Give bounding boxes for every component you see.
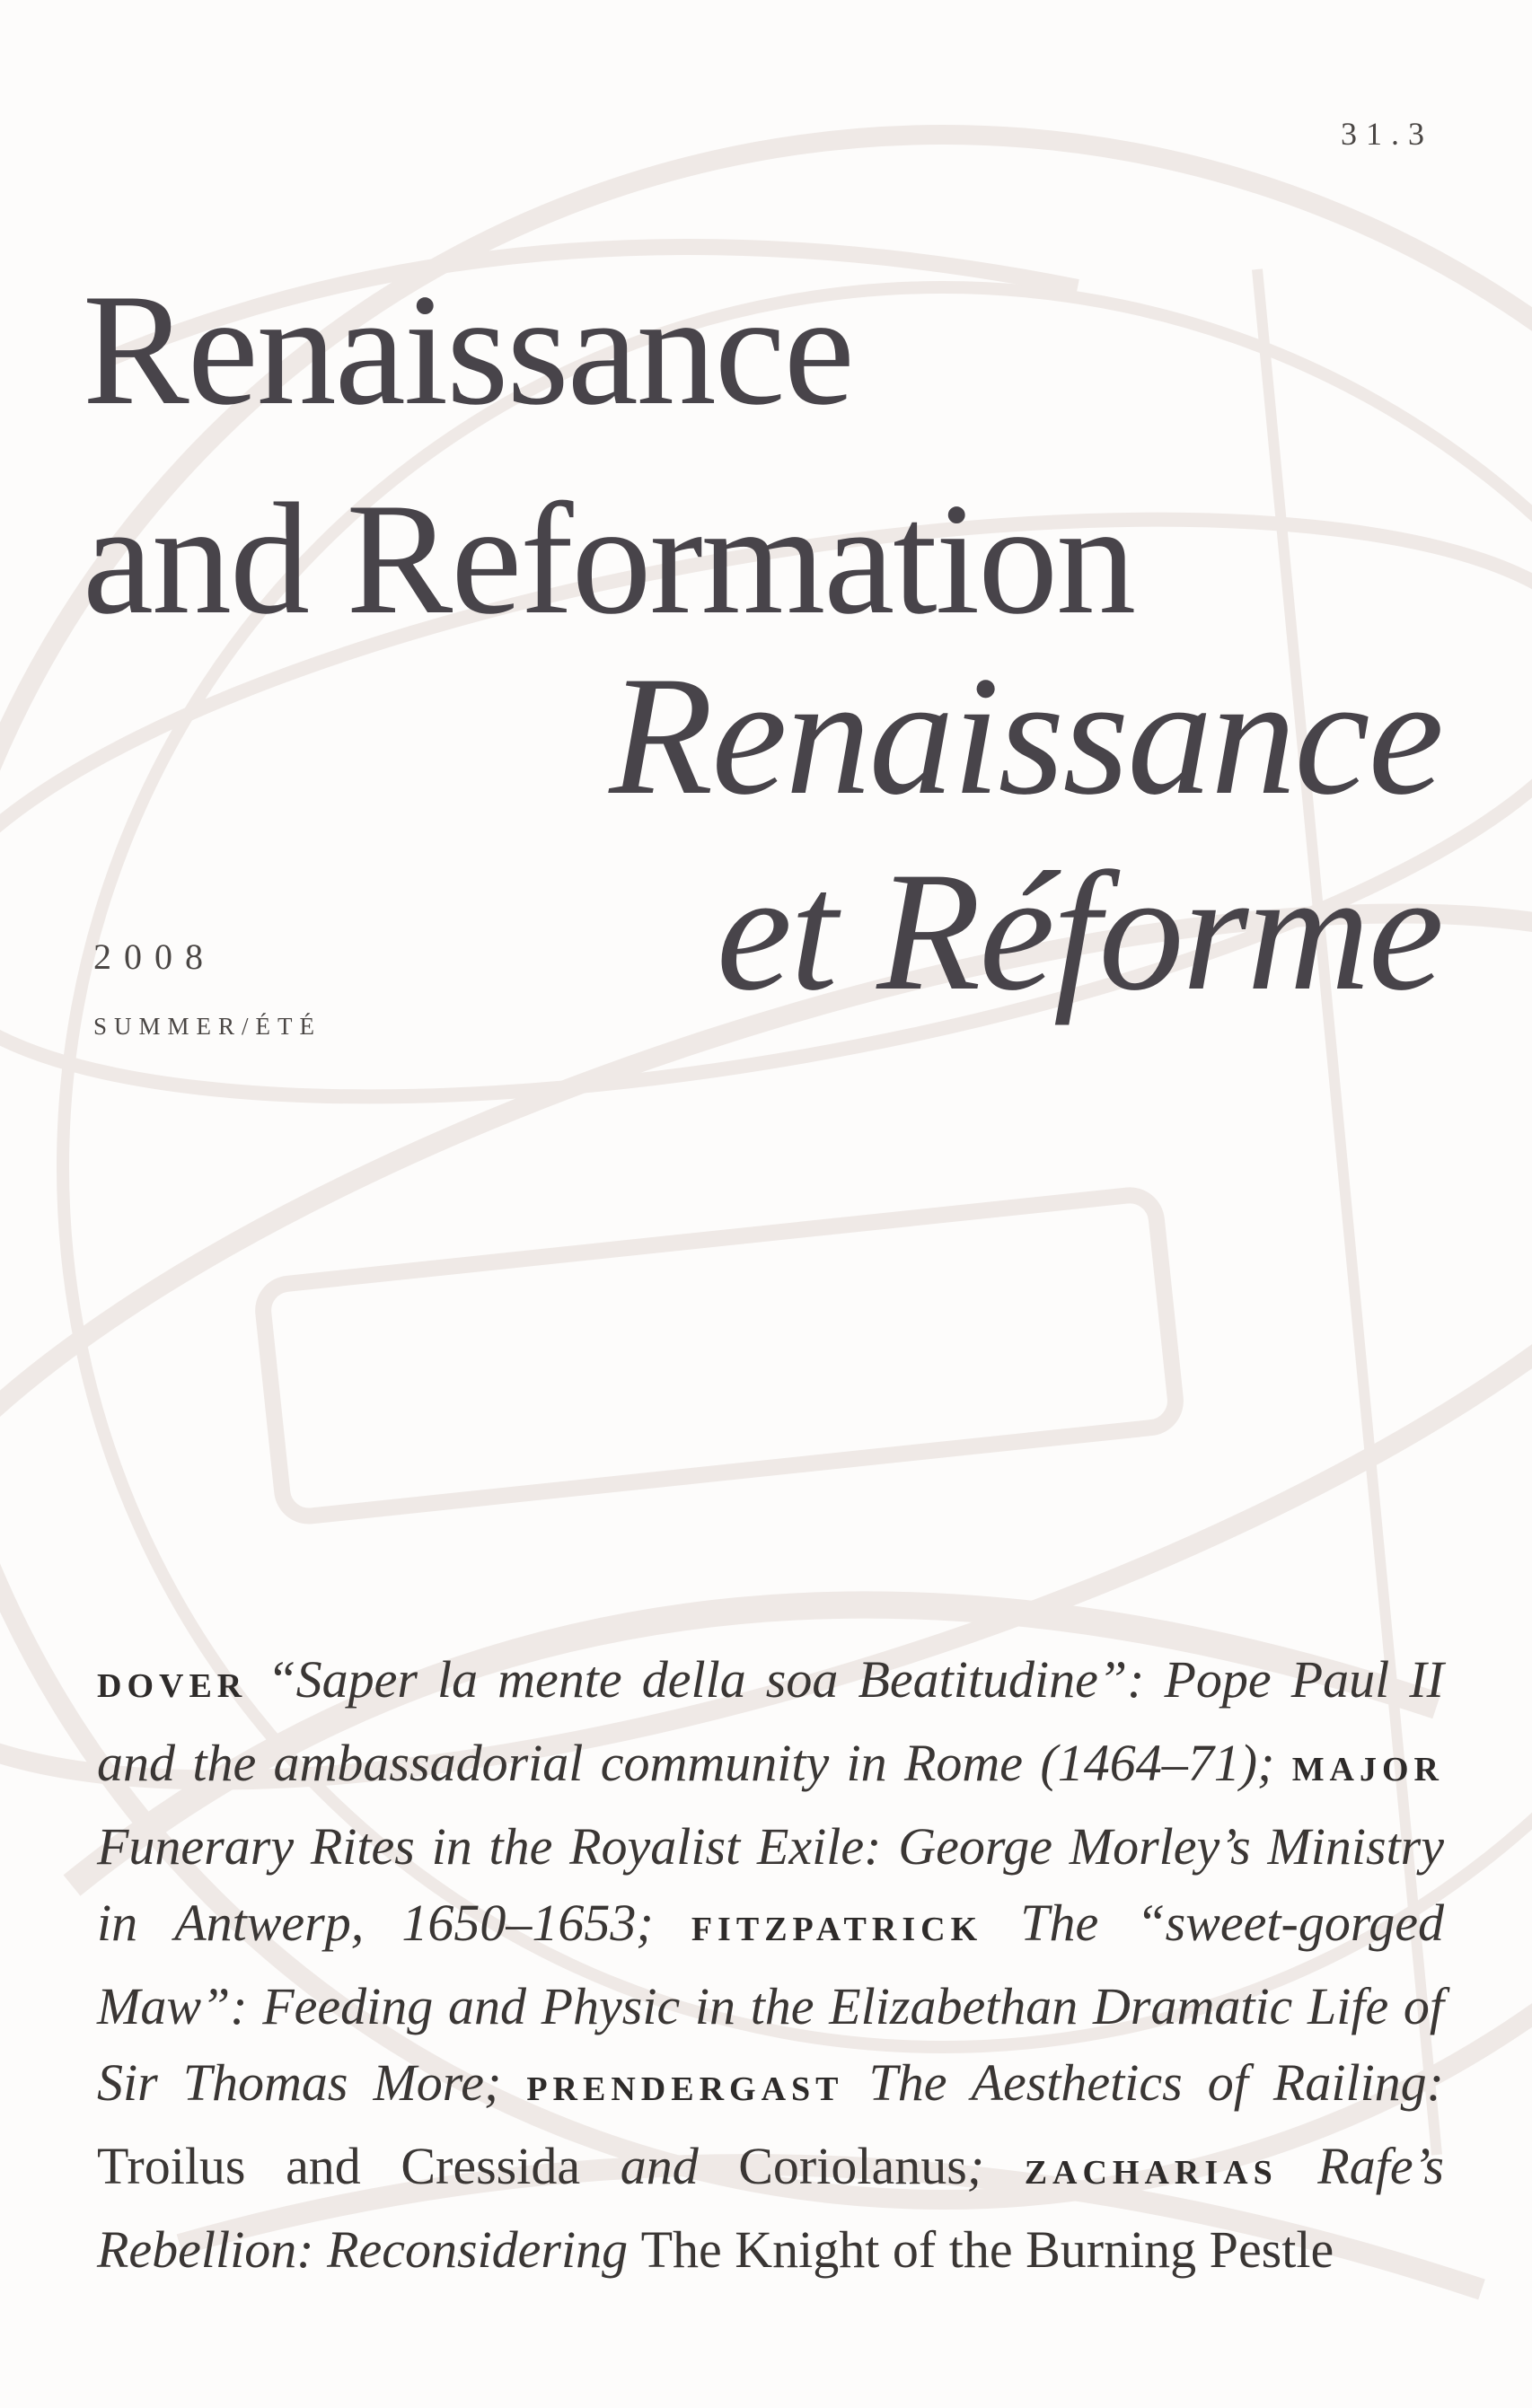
publication-season: SUMMER/ÉTÉ: [93, 1013, 322, 1040]
issue-number: 31.3: [1341, 116, 1433, 152]
contents-title-text: The “sweet-gorged Maw”: Feeding and Physic in the Elizabethan Dramatic Life of Sir Thomas More;: [97, 1894, 1444, 2112]
contents-author: DOVER: [97, 1667, 248, 1705]
title-english: [83, 260, 1135, 647]
contents-title-text: Troilus and Cressida: [97, 2137, 581, 2195]
contents-title-text: The Aesthetics of Railing:: [843, 2053, 1444, 2112]
publication-year: 2008: [93, 936, 216, 977]
title-french-line2: et Réforme: [716, 838, 1442, 1026]
contents-title-text: ;: [966, 2137, 1025, 2195]
title-english-line2: and Reformation: [83, 470, 1135, 647]
contents-title-text: and: [580, 2137, 739, 2195]
contents-title-text: The Knight of the Burning Pestle: [640, 2220, 1334, 2279]
title-english-line1: Renaissance: [83, 260, 853, 438]
contents-author: FITZPATRICK: [691, 1911, 983, 1948]
title-french-line1: Renaissance: [609, 642, 1442, 830]
title-french: [609, 642, 1442, 1026]
contents-title-text: Coriolanus: [738, 2137, 967, 2195]
contents-title-text: Rafe’s Rebellion: Reconsidering: [97, 2137, 1444, 2279]
table-of-contents: [97, 1641, 1444, 2288]
contents-author: PRENDERGAST: [526, 2070, 844, 2108]
contents-entry: [97, 1650, 1444, 1792]
contents-author: ZACHARIAS: [1024, 2154, 1278, 2192]
contents-author: MAJOR: [1291, 1751, 1444, 1788]
contents-title-text: “Saper la mente della soa Beatitudine”: Pope Paul II and the ambassadorial community in Rome (1464–71);: [97, 1650, 1444, 1792]
contents-title-text: Funerary Rites in the Royalist Exile: George Morley’s Ministry in Antwerp, 1650–1653;: [97, 1817, 1444, 1952]
